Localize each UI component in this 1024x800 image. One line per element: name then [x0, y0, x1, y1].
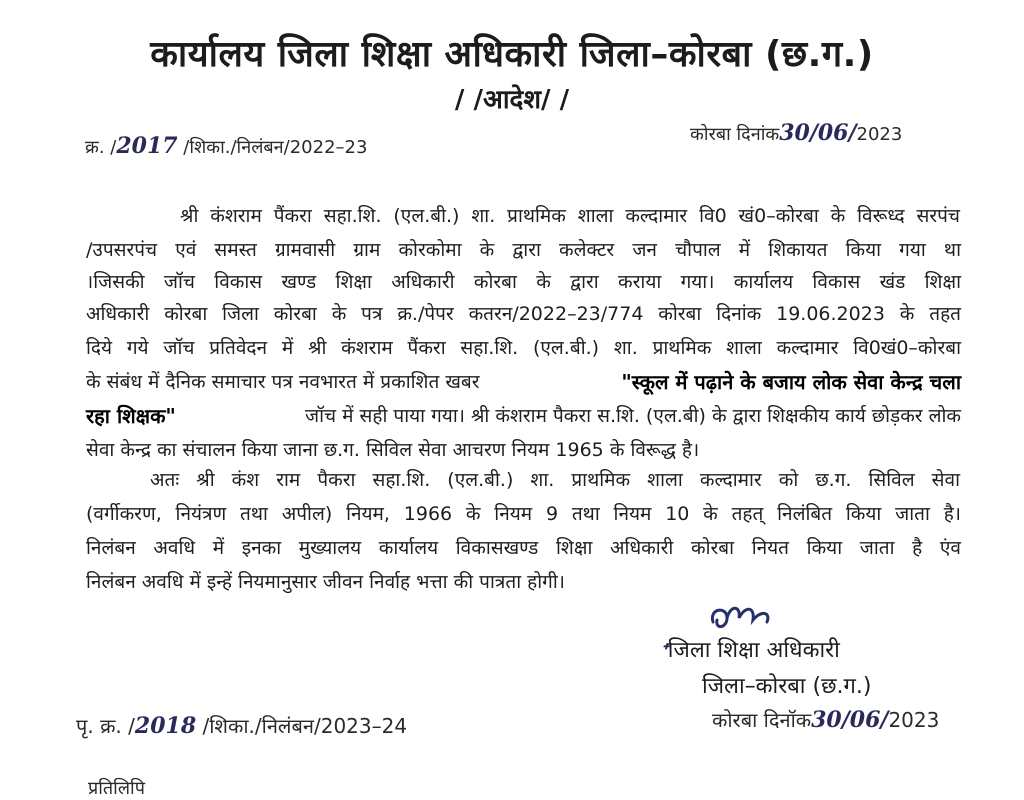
order-reference — [85, 133, 367, 159]
body-line: अधिकारी कोरबा जिला कोरबा के पत्र क्र./पेपर कतरन/2022–23/774 कोरबा दिनांक 19.06.2023 के तहत — [86, 303, 961, 325]
order-heading: / /आदेश/ / — [454, 85, 570, 115]
body-line: (वर्गीकरण, नियंत्रण तथा अपील) नियम, 1966 के नियम 9 तथा नियम 10 के तहत् निलंबित किया जाता है। — [86, 503, 961, 525]
signature-date-handwritten: 30/06/ — [811, 707, 889, 733]
copy-to-label: प्रतिलिपि — [88, 778, 145, 799]
news-headline: "स्कूल में पढ़ाने के बजाय लोक सेवा केन्द्र चला — [621, 370, 961, 394]
body-line: सेवा केन्द्र का संचालन किया जाना छ.ग. सिविल सेवा आचरण नियम 1965 के विरूद्ध है। — [86, 439, 700, 461]
order-ref-prefix: क्र. / — [85, 137, 117, 158]
endorsement-prefix: पृ. क्र. / — [76, 714, 135, 738]
endorsement-reference — [76, 712, 407, 739]
signature-date-prefix: कोरबा दिनॉक — [712, 708, 812, 732]
body-line: /उपसरपंच एवं समस्त ग्रामवासी ग्राम कोरकोमा के द्वारा कलेक्टर जन चौपाल में शिकायत किया गया था — [86, 239, 961, 261]
signature-date-year: 2023 — [888, 708, 940, 732]
body-line: श्री कंशराम पैंकरा सहा.शि. (एल.बी.) शा. प्राथमिक शाला कल्दामार वि0 खं0–कोरबा के विरूध्द सरपंच — [180, 205, 960, 227]
body-line: ।जिसकी जॉच विकास खण्ड शिक्षा अधिकारी कोरबा के द्वारा कराया गया। कार्यालय विकास खंड शिक्षा — [86, 271, 961, 293]
designation-text: जिला शिक्षा अधिकारी — [667, 638, 840, 663]
body-line: निलंबन अवधि में इनका मुख्यालय कार्यालय विकासखण्ड शिक्षा अधिकारी कोरबा नियत किया जाता है एंव — [86, 537, 961, 559]
news-headline-end: रहा शिक्षक" — [86, 404, 176, 428]
signatory-designation — [660, 634, 840, 664]
order-date — [690, 120, 902, 146]
body-line: अतः श्री कंश राम पैकरा सहा.शि. (एल.बी.) शा. प्राथमिक शाला कल्दामार को छ.ग. सिविल सेवा — [150, 469, 960, 491]
signature-date — [712, 706, 939, 733]
body-line: दिये गये जॉच प्रतिवेदन में श्री कंशराम पैंकरा सहा.शि. (एल.बी.) शा. प्राथमिक शाला कल्दामार वि0खं0–कोरबा — [86, 337, 961, 359]
order-date-year: 2023 — [856, 124, 903, 145]
body-line: निलंबन अवधि में इन्हें नियमानुसार जीवन निर्वाह भत्ता की पात्रता होगी। — [86, 571, 566, 593]
body-line — [86, 368, 961, 395]
signatory-location: जिला–कोरबा (छ.ग.) — [702, 674, 872, 699]
body-text: जॉच में सही पाया गया। श्री कंशराम पैकरा स.शि. (एल.बी) के द्वारा शिक्षकीय कार्य छोड़कर लोक — [304, 405, 961, 427]
order-ref-number: 2017 — [116, 133, 178, 159]
body-line — [86, 402, 961, 429]
office-title: कार्यालय जिला शिक्षा अधिकारी जिला–कोरबा (छ.ग.) — [150, 34, 874, 75]
body-text: के संबंध में दैनिक समाचार पत्र नवभारत में प्रकाशित खबर — [86, 371, 480, 393]
endorsement-suffix: /शिका./निलंबन/2023–24 — [196, 714, 408, 738]
order-date-handwritten: 30/06/ — [779, 120, 857, 146]
endorsement-number: 2018 — [134, 713, 197, 739]
signature-tick: ᐩ — [660, 638, 668, 662]
order-date-prefix: कोरबा दिनांक — [690, 124, 780, 145]
order-ref-suffix: /शिका./निलंबन/2022–23 — [177, 137, 368, 158]
